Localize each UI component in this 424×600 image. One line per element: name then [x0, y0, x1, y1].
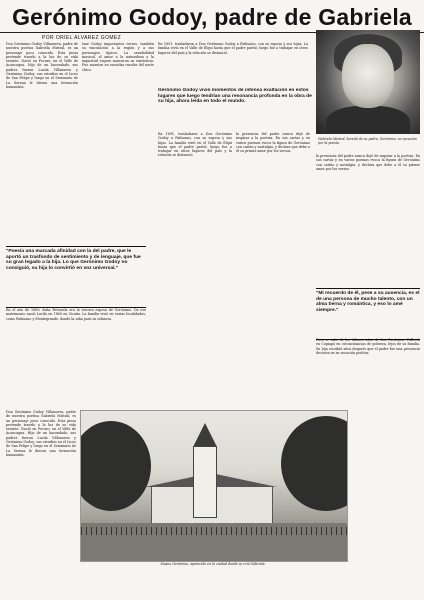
- church-caption: Museo Gerónimo, aparecido en la ciudad donde se crió Gabriela.: [160, 562, 266, 566]
- center-column-text-top: En 1891, trasladaron a Don Gerónimo Godoy a Paihuano, con su esposa y sus hijas. La familia vivió en el Valle de Elqui hasta que el padre partió; luego fue a trabajar en otros lugares del país y la relación se distanció.: [158, 42, 308, 55]
- lower-left-text: En el año de 1889, doña Petronila era la tercera esposa de Gerónimo. De ese matrimonio nació Lucila en 1889 en Vicuña. La familia vivió en varias localidades, como Paihuano y Montegrande, donde la niña pasó su infancia.: [6, 308, 146, 321]
- headline: Gerónimo Godoy, padre de Gabriela: [12, 4, 412, 30]
- byline: POR ORIEL ALVAREZ GOMEZ: [42, 35, 122, 41]
- center-column-text: En 1891, trasladaron a Don Gerónimo Godoy a Paihuano, con su esposa y sus hijas. La familia vivió en el Valle de Elqui hasta que el padre partió; luego fue a trabajar en otros lugares del país y la relación se distanció.: [158, 132, 232, 158]
- church-photo: [80, 410, 348, 562]
- center-right-column-text: la presencia del padre nunca dejó de inspirar a la poetisa. En sus cartas y en varios poemas evoca la figura de Gerónimo con cariño y nostalgia, y declara que debe a él su primer amor por los versos.: [236, 132, 310, 154]
- church-tower: [193, 446, 217, 518]
- photo-fence: [81, 527, 347, 535]
- portrait-caption: Gabriela Mistral, heredó de su padre, Gerónimo, su vocación por la poesía.: [318, 137, 417, 145]
- pull-quote-left: "Poesía una marcada afinidad con la del padre, que le aportó un trasfondo de sentimiento y de lenguaje, que fue su gran legado a la hija. Lo que Gerónimo Godoy no consiguió, su hija lo convirtió en voz universal.": [6, 246, 146, 308]
- column-1-text: Don Gerónimo Godoy Villanueva, padre de nuestra poetisa Gabriela Mistral, es un personaje poco conocido. Esta pieza pretende traerlo a la luz de su vida errante. Nació en Pocuro, en el Valle de Aconcagua. Hijo de un hacendado, sus padres fueron Lucila Villanueva y Gerónimo Godoy; sus estudios en el Liceo de San Felipe y luego en el Seminario de La Serena le dieron una formación humanista.: [6, 42, 78, 89]
- photo-tree-left: [80, 421, 151, 511]
- pull-quote-right: "Mi recuerdo de él, pese a su ausencia, es el de una persona de mucho talento, con un alma tierna y romántica, y eso lo amé siempre.": [316, 288, 420, 340]
- photo-tree-right: [281, 416, 348, 511]
- portrait-face: [342, 44, 394, 108]
- right-column-text: la presencia del padre nunca dejó de inspirar a la poetisa. En sus cartas y en varios poemas evoca la figura de Gerónimo con cariño y nostalgia, y declara que debe a él su primer amor por los versos.: [316, 154, 420, 171]
- column-2-text: tuar Godoy importantes versos, también su vinculación a la región y a sus personajes típicos. La sensibilidad musical, el amor a la naturaleza y la inquietud viajera marcaron su existencia. Fue maestro en escuelas rurales del norte chico.: [82, 42, 154, 72]
- portrait-photo: [316, 30, 420, 134]
- center-pull-quote: Gerónimo Godoy vivió momentos de intensa exaltación en estos lugares que luego tendrían una resonancia profunda en la obra de su hija, ahora leída en todo el mundo.: [158, 88, 312, 105]
- portrait-collar: [326, 106, 410, 134]
- church-spire: [193, 423, 217, 447]
- lower-right-text: Poco se sabe de los últimos años de don Gerónimo. Falleció en Copiapó en circunstancias de pobreza, lejos de su familia. Su hija escribió años después que el padre fue una presencia decisiva en su vocación poética.: [316, 338, 420, 355]
- lower-far-left-text: Don Gerónimo Godoy Villanueva, padre de nuestra poetisa Gabriela Mistral, es un personaje poco conocido. Esta pieza pretende traerlo a la luz de su vida errante. Nació en Pocuro, en el Valle de Aconcagua. Hijo de un hacendado, sus padres fueron Lucila Villanueva y Gerónimo Godoy; sus estudios en el Liceo de San Felipe y luego en el Seminario de La Serena le dieron una formación humanista.: [6, 410, 76, 457]
